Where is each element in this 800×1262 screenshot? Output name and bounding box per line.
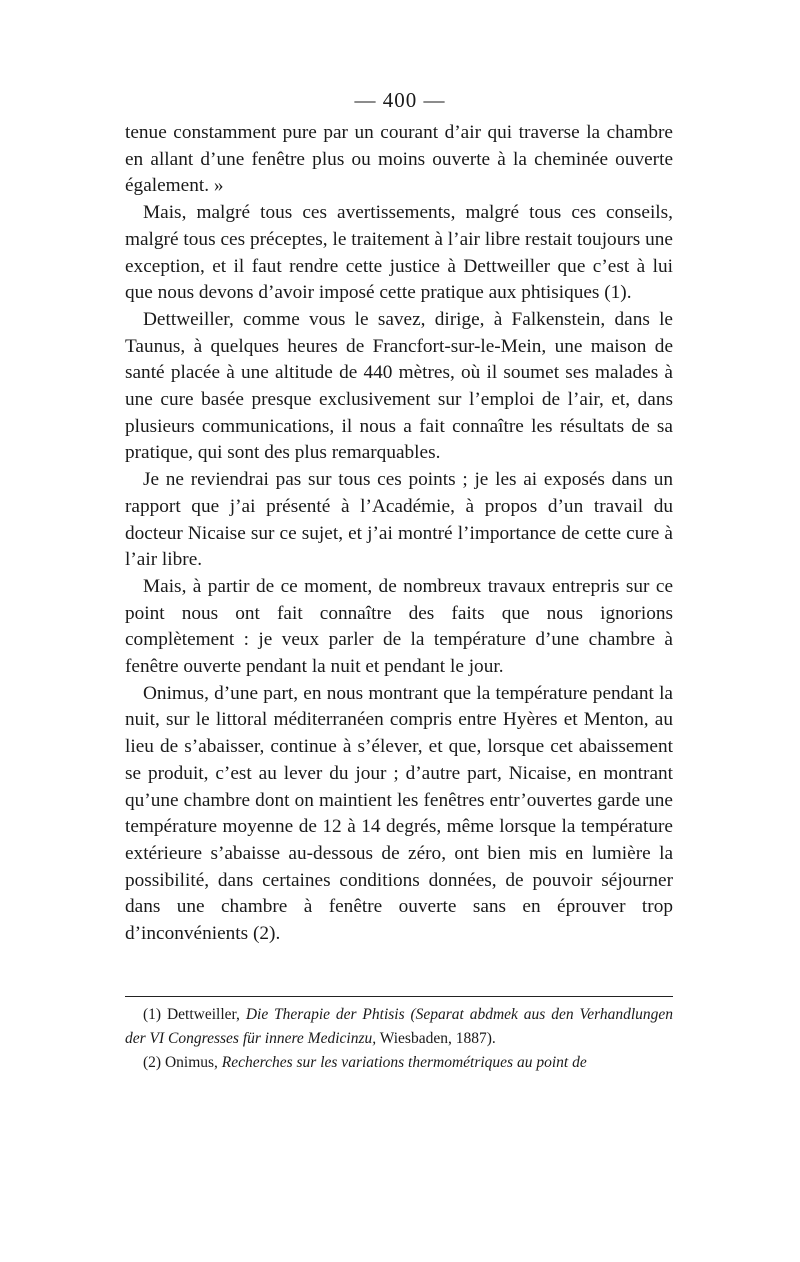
paragraph: Mais, malgré tous ces avertissements, malgré tous ces conseils, malgré tous ces préceptes, le traitement à l’air libre restait toujours une exception, et il faut rendre cette justice à Dettweiller que c’est à lui que nous devons d’avoir imposé cette pratique aux phtisiques (1). (125, 202, 673, 304)
footnote-mark: (2) (143, 1054, 162, 1071)
paragraph: Onimus, d’une part, en nous montrant que la température pendant la nuit, sur le littoral méditerranéen compris entre Hyères et Menton, au lieu de s’abaisser, continue à s’élever, et que, lorsque cet abaissement se produit, c’est au lever du jour ; d’autre part, Nicaise, en montrant qu’une chambre dont on maintient les fenêtres entr’ouvertes garde une température moyenne de 12 à 14 degrés, même lorsque la température extérieure s’abaisse au-dessous de zéro, ont bien mis en lumière la possibilité, dans certaines conditions données, de pouvoir séjourner dans une chambre à fenêtre ouverte sans en éprouver trop d’inconvénients (2). (125, 682, 673, 945)
footnotes (125, 1003, 673, 1075)
footnote-author: Onimus, (164, 1054, 218, 1071)
footnote-rest: Wiesbaden, 1887). (379, 1030, 496, 1047)
footnote-author: Dettweiller, (166, 1006, 240, 1023)
footnote (125, 1003, 673, 1051)
footnote-divider (125, 996, 673, 997)
paragraph: Mais, à partir de ce moment, de nombreux travaux entrepris sur ce point nous ont fait connaître des faits que nous ignorions complètement : je veux parler de la température d’une chambre à fenêtre ouverte pendant la nuit et pendant le jour. (125, 575, 673, 678)
body-text (125, 120, 673, 948)
paragraph-continuation: tenue constamment pure par un courant d’air qui traverse la chambre en allant d’une fenêtre plus ou moins ouverte à la cheminée ouverte également. » (125, 122, 673, 197)
page-number: — 400 — (354, 88, 446, 112)
footnote-title: Die Therapie der Phtisis (Separat abdmek aus den Verhandlungen der VI Congresses für innere Medicinzu, (125, 1006, 674, 1047)
paragraph: Je ne reviendrai pas sur tous ces points ; je les ai exposés dans un rapport que j’ai présenté à l’Académie, à propos d’un travail du docteur Nicaise sur ce sujet, et j’ai montré l’importance de cette cure à l’air libre. (125, 469, 673, 571)
footnote-mark: (1) (143, 1006, 162, 1023)
paragraph: Dettweiller, comme vous le savez, dirige, à Falkenstein, dans le Taunus, à quelques heures de Francfort-sur-le-Mein, une maison de santé placée à une altitude de 440 mètres, où il soumet ses malades à une cure basée presque exclusivement sur l’emploi de l’air, et, dans plusieurs communications, il nous a fait connaître les résultats de sa pratique, qui sont des plus remarquables. (125, 308, 673, 464)
footnote-title: Recherches sur les variations thermométriques au point de (221, 1054, 587, 1071)
footnote (125, 1051, 673, 1075)
